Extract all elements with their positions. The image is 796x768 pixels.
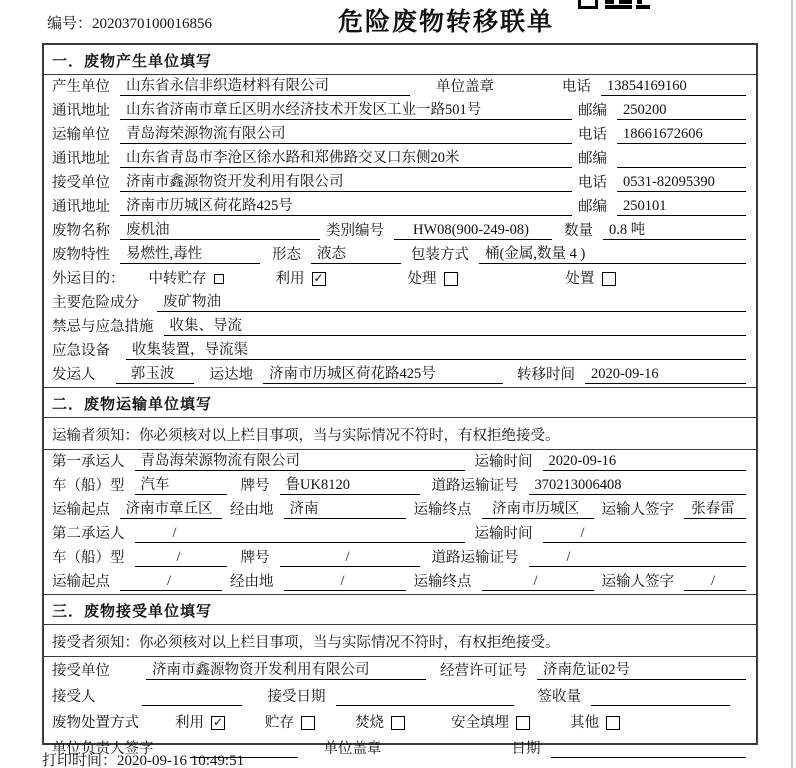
section: [44, 387, 756, 594]
field-value: 山东省青岛市李沧区徐水路和郑佛路交叉口东侧20米: [120, 149, 572, 168]
checkbox-unchecked-icon: [606, 716, 620, 730]
field-label: 邮编: [578, 151, 607, 167]
field-value: /: [120, 572, 222, 591]
form-row: [44, 315, 756, 339]
field-value: 收集装置，导流渠: [126, 341, 746, 360]
form-row: [44, 339, 756, 363]
checkbox-unchecked-icon: [602, 272, 616, 286]
field-label: 电话: [578, 175, 607, 191]
field-label: 道路运输证号: [431, 478, 519, 494]
form-row: [44, 498, 756, 522]
field-value: /: [482, 572, 594, 591]
field-label: 经由地: [230, 502, 274, 518]
field-label: 邮编: [578, 199, 607, 215]
field-value: 2020-09-16: [543, 452, 747, 471]
field-label: 发运人: [52, 367, 96, 383]
checkbox-group: [276, 270, 326, 288]
field-label: 车（船）型: [52, 478, 125, 494]
field-label: 运输时间: [474, 454, 533, 470]
field-label: 形态: [272, 247, 301, 263]
field-value: 18661672606: [617, 125, 746, 144]
field-value: 液态: [311, 245, 401, 264]
field-value: 山东省永信非织造材料有限公司: [120, 77, 410, 96]
field-value: 张春雷: [684, 500, 746, 519]
field-label: 禁忌与应急措施: [52, 319, 154, 335]
form-row: [44, 474, 756, 498]
field-value: HW08(900-249-08): [394, 221, 552, 240]
checkbox-group: [355, 714, 405, 732]
field-label: 转移时间: [517, 367, 575, 383]
field-label: 接受日期: [267, 689, 326, 705]
field-value: 易燃性,毒性: [120, 245, 260, 264]
checkbox-group: [408, 270, 458, 288]
checkbox-group: [149, 270, 224, 288]
checkbox-label: 贮存: [265, 715, 294, 731]
print-time-value: 2020-09-16 10:49:51: [117, 753, 245, 768]
field-value: 0.8 吨: [603, 221, 746, 240]
field-value: 济南市历城区: [482, 500, 594, 519]
form-row: [44, 450, 756, 474]
field-label: 运输单位: [52, 127, 110, 143]
form-row: [44, 657, 756, 683]
checkbox-label: 其他: [570, 715, 599, 731]
field-label: 运输人签字: [601, 502, 674, 518]
field-label: 通讯地址: [52, 103, 110, 119]
form-row: [44, 709, 756, 735]
field-label: 第二承运人: [52, 526, 125, 542]
field-value: 济南市鑫源物资开发利用有限公司: [146, 661, 426, 680]
field-label: 运输终点: [413, 574, 472, 590]
field-value: 收集、导流: [164, 317, 747, 336]
field-value: 废机油: [120, 221, 320, 240]
field-label: 牌号: [240, 550, 270, 566]
section-heading: 三．废物接受单位填写: [44, 594, 756, 625]
field-label: 接受人: [52, 689, 96, 705]
checkbox-label: 安全填埋: [451, 715, 509, 731]
field-label: 日期: [511, 741, 541, 757]
field-value: /: [135, 524, 465, 543]
field-label: 主要危险成分: [52, 295, 139, 311]
checkbox-unchecked-icon: [444, 272, 458, 286]
field-value: /: [684, 572, 746, 591]
field-value: 济南市章丘区: [120, 500, 222, 519]
field-label: 运输人签字: [601, 574, 674, 590]
field-label: 运输起点: [52, 574, 110, 590]
field-label: 车（船）型: [52, 550, 125, 566]
field-label: 通讯地址: [52, 151, 110, 167]
field-label: 接受单位: [52, 663, 110, 679]
checkbox-group: [451, 714, 530, 732]
field-value: 郭玉波: [116, 365, 194, 384]
field-value: 250101: [617, 197, 746, 216]
field-value: /: [529, 548, 747, 567]
qr-code-fragment: [578, 0, 650, 9]
form-row: [44, 75, 756, 99]
field-label: 运输终点: [413, 502, 472, 518]
field-value: 山东省济南市章丘区明水经济技术开发区工业一路501号: [120, 101, 572, 120]
static-text: 单位盖章: [323, 741, 382, 757]
serial-label: 编号：: [47, 16, 93, 32]
field-value: [617, 149, 746, 168]
field-label: 数量: [564, 223, 593, 239]
field-value: [142, 687, 242, 706]
field-value: 2020-09-16: [585, 365, 746, 384]
field-label: 牌号: [240, 478, 270, 494]
form-row: [44, 243, 756, 267]
field-label: 应急设备: [52, 343, 110, 359]
field-label: 单位负责人签字: [52, 741, 154, 757]
field-value: 济南市鑫源物资开发利用有限公司: [120, 173, 572, 192]
field-value: 济南市历城区荷花路425号: [120, 197, 572, 216]
field-label: 经营许可证号: [440, 663, 527, 679]
checkbox-label: 利用: [275, 271, 305, 287]
checkbox-checked-icon: ✓: [313, 271, 324, 285]
form-row: [44, 570, 756, 594]
field-value: 济南: [284, 500, 406, 519]
field-value: 汽车: [135, 476, 227, 495]
field-value: [336, 687, 514, 706]
form-row: [44, 171, 756, 195]
field-value: 13854169160: [601, 77, 746, 96]
checkbox-label: 中转贮存: [148, 271, 207, 287]
field-label: 道路运输证号: [431, 550, 519, 566]
section: [44, 594, 756, 761]
field-value: 济南市历城区荷花路425号: [263, 365, 503, 384]
field-label: 经由地: [230, 574, 274, 590]
field-value: [551, 739, 747, 758]
section-notice: 运输者须知：你必须核对以上栏目事项，当与实际情况不符时，有权拒绝接受。: [44, 418, 756, 450]
checkbox-unchecked-icon: [214, 274, 224, 284]
field-value: 桶(金属,数量 4 ): [479, 245, 746, 264]
checkbox-checked-icon: ✓: [212, 715, 224, 729]
field-label: 通讯地址: [52, 199, 110, 215]
form-box: [42, 43, 758, 757]
field-label: 类别编号: [326, 223, 384, 239]
field-value: 青岛海荣源物流有限公司: [120, 125, 572, 144]
checkbox-label: 处置: [565, 271, 595, 287]
field-label: 运输起点: [52, 502, 110, 518]
serial-number: 2020370100016856: [92, 16, 213, 32]
checkbox-label: 处理: [407, 271, 437, 287]
field-label: 运输时间: [474, 526, 533, 542]
checkbox-group: [570, 714, 620, 732]
section-notice: 接受者须知：你必须核对以上栏目事项，当与实际情况不符时，有权拒绝接受。: [44, 625, 756, 657]
form-row: [44, 195, 756, 219]
field-value: 济南危证02号: [537, 661, 746, 680]
form-row: [44, 267, 756, 291]
field-label: 运达地: [209, 367, 253, 383]
checkbox-label: 利用: [175, 715, 204, 731]
field-value: /: [135, 548, 227, 567]
checkbox-unchecked-icon: [391, 716, 405, 730]
field-value: 0531-82095390: [617, 173, 746, 192]
checkbox-unchecked-icon: [301, 716, 315, 730]
field-label: 电话: [578, 127, 607, 143]
form-row: [44, 683, 756, 709]
checkbox-group: [175, 714, 225, 732]
page-edge-line: [791, 0, 793, 768]
section: [44, 45, 756, 387]
form-row: [44, 123, 756, 147]
print-time-label: 打印时间：: [42, 753, 118, 768]
field-label: 产生单位: [52, 79, 110, 95]
static-text: 废物处置方式: [52, 715, 139, 731]
form-row: [44, 147, 756, 171]
static-text: 单位盖章: [436, 79, 494, 95]
field-value: 青岛海荣源物流有限公司: [135, 452, 465, 471]
field-value: [591, 687, 730, 706]
field-value: /: [284, 572, 406, 591]
checkbox-unchecked-icon: [516, 716, 530, 730]
field-label: 包装方式: [411, 247, 469, 263]
form-row: [44, 546, 756, 570]
form-row: [44, 291, 756, 315]
section-heading: 二．废物运输单位填写: [44, 387, 756, 418]
field-label: 电话: [562, 79, 591, 95]
form-row: [44, 522, 756, 546]
field-label: 废物特性: [52, 247, 110, 263]
checkbox-group: [566, 270, 616, 288]
checkbox-label: 焚烧: [355, 715, 384, 731]
field-label: 签收量: [537, 689, 581, 705]
page-title: 危险废物转移联单: [337, 9, 554, 36]
print-time-line: [42, 749, 244, 768]
field-value: 370213006408: [529, 476, 747, 495]
form-row: [44, 99, 756, 123]
field-value: 250200: [617, 101, 746, 120]
field-label: 邮编: [578, 103, 607, 119]
checkbox-group: [265, 714, 315, 732]
field-label: 接受单位: [52, 175, 110, 191]
form-row: [44, 219, 756, 243]
field-label: 第一承运人: [52, 454, 125, 470]
static-text: 外运目的：: [52, 271, 125, 287]
field-value: /: [543, 524, 747, 543]
field-value: 废矿物油: [157, 293, 746, 312]
field-label: 废物名称: [52, 223, 110, 239]
field-value: /: [280, 548, 420, 567]
section-heading: 一．废物产生单位填写: [44, 45, 756, 75]
form-row: [44, 363, 756, 387]
field-value: 鲁UK8120: [280, 476, 420, 495]
